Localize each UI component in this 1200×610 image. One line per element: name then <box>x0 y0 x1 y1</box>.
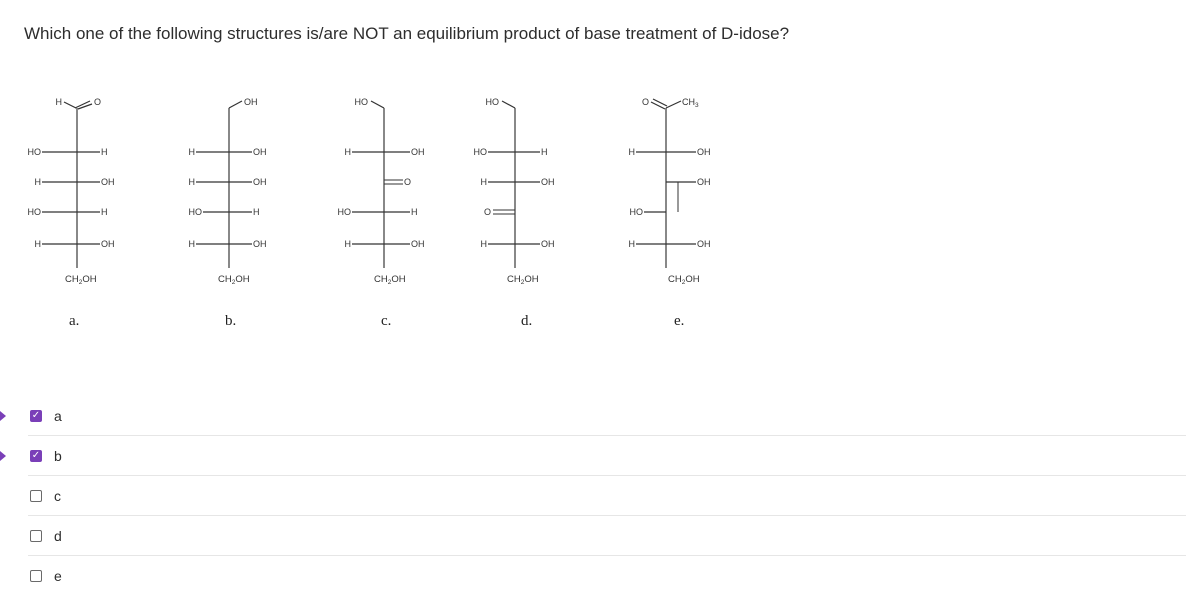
checkbox-a[interactable] <box>30 410 42 422</box>
answer-label-c: c <box>54 487 61 504</box>
e-letter: e. <box>674 313 685 329</box>
c-r4-left: H <box>344 239 351 249</box>
e-bottom-group: $CH_2OH$ <box>668 274 700 286</box>
b-bottom-group: $CH_2OH$ <box>218 274 250 286</box>
e-r3-left: HO <box>629 207 643 217</box>
selected-marker <box>0 451 6 461</box>
structure-e <box>629 97 711 329</box>
e-r2-right: OH <box>697 177 711 187</box>
checkmark-icon: ✓ <box>31 449 41 461</box>
c-r3-left: HO <box>337 207 351 217</box>
b-r2-right: OH <box>253 177 267 187</box>
a-r2-left: H <box>34 177 41 187</box>
answer-option-c[interactable] <box>28 476 1186 516</box>
d-r2-left: H <box>480 177 487 187</box>
d-bottom-group: $CH_2OH$ <box>507 274 539 286</box>
a-bottom-group: $CH_2OH$ <box>65 274 97 286</box>
answer-list <box>28 396 1186 595</box>
question-text: Which one of the following structures is/are NOT an equilibrium product of base treatment of D-idose? <box>24 24 790 43</box>
answer-option-e[interactable] <box>28 556 1186 595</box>
b-r4-right: OH <box>253 239 267 249</box>
answer-option-b[interactable] <box>28 436 1186 476</box>
c-r4-right: OH <box>411 239 425 249</box>
e-top-left: O <box>641 97 649 107</box>
d-r2-right: OH <box>541 177 555 187</box>
a-r1-left: HO <box>27 147 41 157</box>
a-r3-left: HO <box>27 207 41 217</box>
answer-label-b: b <box>54 447 62 464</box>
c-r2-right: O <box>404 177 412 187</box>
a-r4-right: OH <box>101 239 115 249</box>
structure-a <box>28 97 115 329</box>
a-letter: a. <box>69 313 80 329</box>
c-r1-right: OH <box>411 147 425 157</box>
answer-label-e: e <box>54 567 62 584</box>
a-r4-left: H <box>34 239 41 249</box>
b-r2-left: H <box>188 177 195 187</box>
b-r3-left: HO <box>188 207 202 217</box>
e-r4-left: H <box>628 239 635 249</box>
checkbox-d[interactable] <box>30 530 42 542</box>
c-top-left: HO <box>354 97 368 107</box>
e-r1-right: OH <box>697 147 711 157</box>
c-bottom-group: $CH_2OH$ <box>374 274 406 286</box>
d-r4-left: H <box>480 239 487 249</box>
checkbox-b[interactable] <box>30 450 42 462</box>
c-letter: c. <box>381 313 392 329</box>
d-r1-left: HO <box>473 147 487 157</box>
checkbox-e[interactable] <box>30 570 42 582</box>
a-top-left: H <box>55 97 62 107</box>
checkbox-c[interactable] <box>30 490 42 502</box>
answer-option-d[interactable] <box>28 516 1186 556</box>
b-r4-left: H <box>188 239 195 249</box>
d-letter: d. <box>521 313 533 329</box>
answer-option-a[interactable] <box>28 396 1186 436</box>
selected-marker <box>0 411 6 421</box>
e-r4-right: OH <box>697 239 711 249</box>
a-r2-right: OH <box>101 177 115 187</box>
structure-c <box>338 97 425 329</box>
d-r1-right: H <box>541 147 548 157</box>
structures-figure <box>0 88 760 338</box>
b-top-right: OH <box>244 97 258 107</box>
fischer-projections-svg <box>0 88 760 338</box>
d-top-left: HO <box>485 97 499 107</box>
structure-d <box>474 97 555 329</box>
answer-label-d: d <box>54 527 62 544</box>
b-r1-right: OH <box>253 147 267 157</box>
structure-b <box>189 97 267 329</box>
e-r1-left: H <box>628 147 635 157</box>
e-top-right: $CH_3$ <box>682 97 699 109</box>
answer-label-a: a <box>54 407 62 424</box>
a-top-right: O <box>94 97 102 107</box>
d-r4-right: OH <box>541 239 555 249</box>
b-r1-left: H <box>188 147 195 157</box>
b-letter: b. <box>225 313 237 329</box>
checkmark-icon: ✓ <box>31 409 41 421</box>
a-r3-right: H <box>101 207 108 217</box>
b-r3-right: H <box>253 207 260 217</box>
a-r1-right: H <box>101 147 108 157</box>
c-r3-right: H <box>411 207 418 217</box>
d-r3-left: O <box>483 207 491 217</box>
c-r1-left: H <box>344 147 351 157</box>
